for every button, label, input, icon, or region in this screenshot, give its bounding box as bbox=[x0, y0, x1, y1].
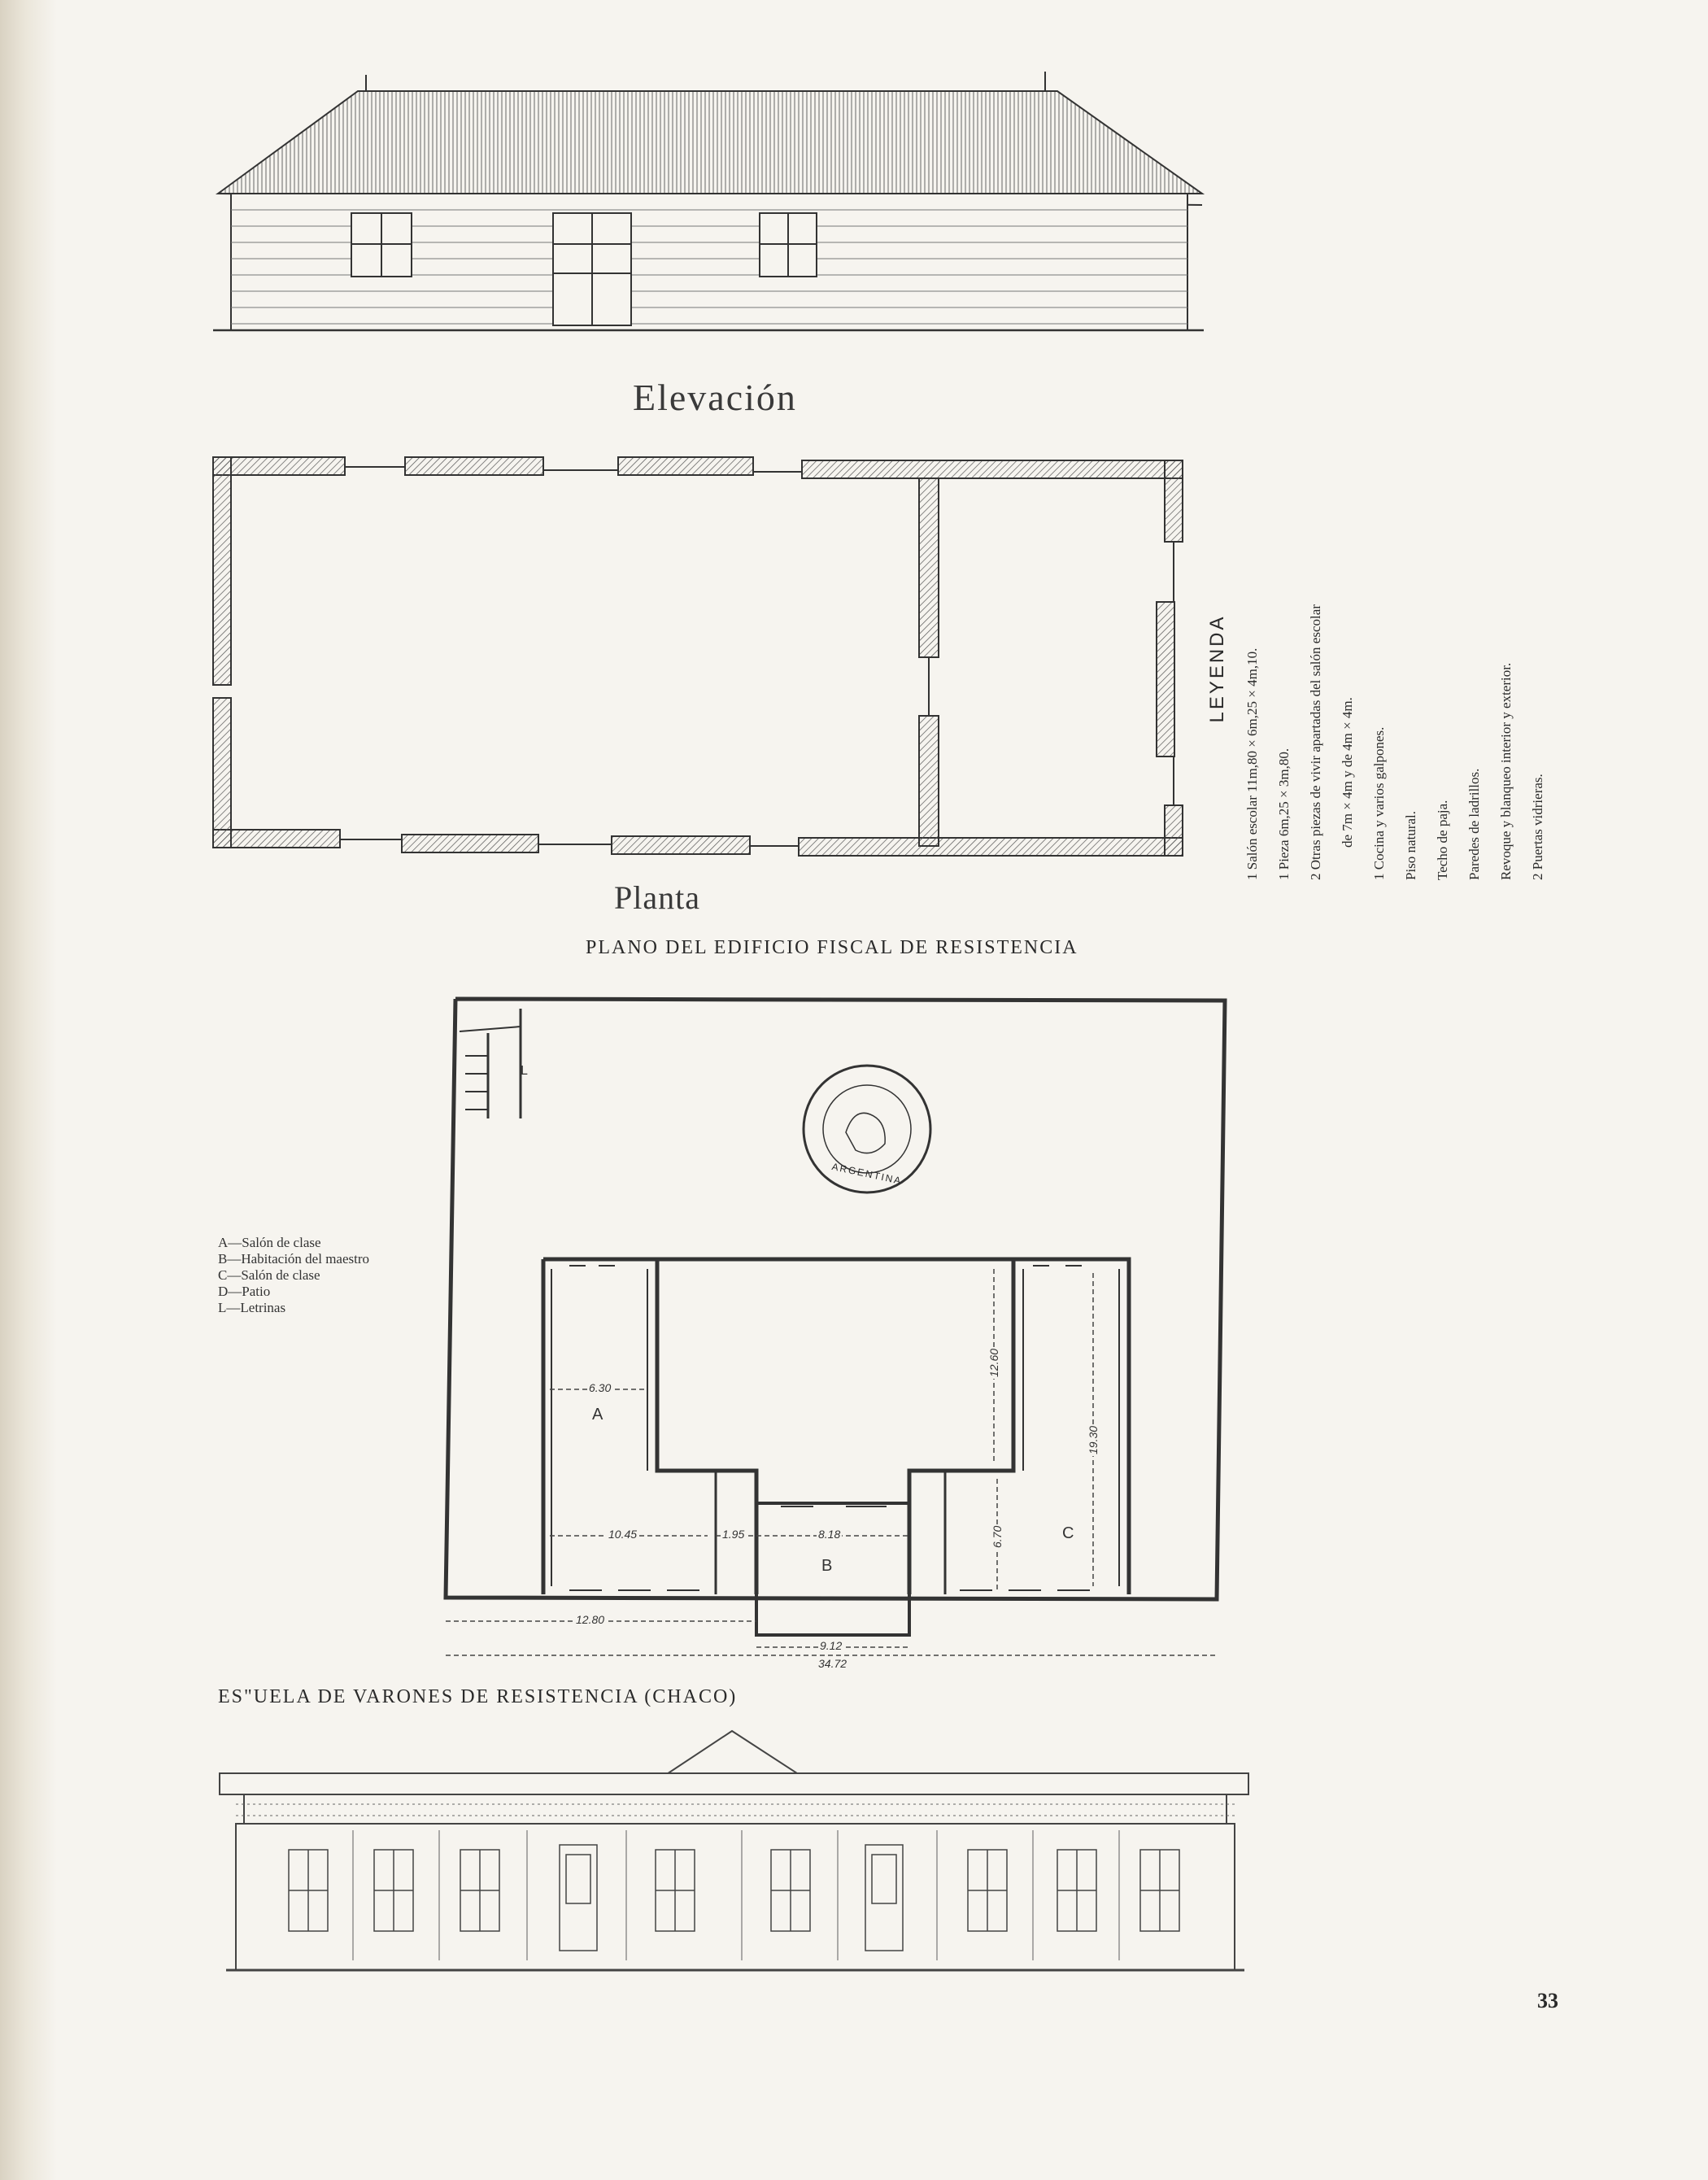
leyenda-item: Techo de paja. bbox=[1435, 800, 1450, 880]
legend-item: A—Salón de clase bbox=[218, 1235, 321, 1250]
page-number: 33 bbox=[1537, 1989, 1558, 2012]
leyenda-item: de 7m × 4m y de 4m × 4m. bbox=[1340, 697, 1355, 848]
escuela-caption: ES"UELA DE VARONES DE RESISTENCIA (CHACO) bbox=[218, 1686, 738, 1707]
dimension-label: 34.72 bbox=[818, 1657, 847, 1670]
leyenda-heading: LEYENDA bbox=[1206, 614, 1228, 723]
leyenda-item: 2 Puertas vidrieras. bbox=[1530, 774, 1545, 880]
dimension-label: 8.18 bbox=[818, 1528, 841, 1541]
dimension-label: 1.95 bbox=[722, 1528, 745, 1541]
leyenda-block bbox=[1202, 457, 1560, 880]
ground-plan-drawing bbox=[213, 457, 1183, 856]
room-label-c: C bbox=[1062, 1524, 1074, 1542]
leyenda-item: Revoque y blanqueo interior y exterior. bbox=[1498, 662, 1514, 880]
elevation-title: Elevación bbox=[633, 377, 797, 418]
dimension-label: 6.30 bbox=[589, 1381, 612, 1394]
school-facade-elevation bbox=[220, 1731, 1248, 1970]
school-site-plan bbox=[446, 999, 1225, 1655]
legend-item: C—Salón de clase bbox=[218, 1267, 320, 1283]
leyenda-item: 1 Cocina y varios galpones. bbox=[1371, 726, 1387, 880]
leyenda-item: Paredes de ladrillos. bbox=[1466, 768, 1482, 880]
room-label-l: L bbox=[521, 1064, 528, 1078]
dimension-label: 10.45 bbox=[608, 1528, 638, 1541]
room-label-b: B bbox=[821, 1557, 833, 1575]
legend-item: L—Letrinas bbox=[218, 1300, 286, 1315]
leyenda-item: 1 Pieza 6m,25 × 3m,80. bbox=[1276, 748, 1292, 880]
plano-caption: PLANO DEL EDIFICIO FISCAL DE RESISTENCIA bbox=[586, 937, 1078, 958]
site-plan-legend bbox=[218, 1235, 369, 1316]
leyenda-item: 2 Otras piezas de vivir apartadas del salón escolar bbox=[1308, 604, 1323, 880]
room-label-a: A bbox=[592, 1406, 603, 1424]
legend-item: B—Habitación del maestro bbox=[218, 1251, 370, 1267]
plan-title: Planta bbox=[614, 879, 700, 916]
dimension-label: 12.60 bbox=[987, 1348, 1000, 1377]
leyenda-item: Piso natural. bbox=[1403, 811, 1418, 880]
dimension-label: 19.30 bbox=[1087, 1425, 1100, 1454]
dimension-label: 12.80 bbox=[576, 1613, 605, 1626]
elevation-drawing bbox=[213, 72, 1204, 330]
dimension-label: 6.70 bbox=[991, 1525, 1004, 1548]
dimension-label: 9.12 bbox=[820, 1639, 843, 1652]
seal-stamp-text: ARGENTINA bbox=[830, 1161, 904, 1187]
leyenda-item: 1 Salón escolar 11m,80 × 6m,25 × 4m,10. bbox=[1244, 647, 1260, 880]
legend-item: D—Patio bbox=[218, 1284, 271, 1299]
